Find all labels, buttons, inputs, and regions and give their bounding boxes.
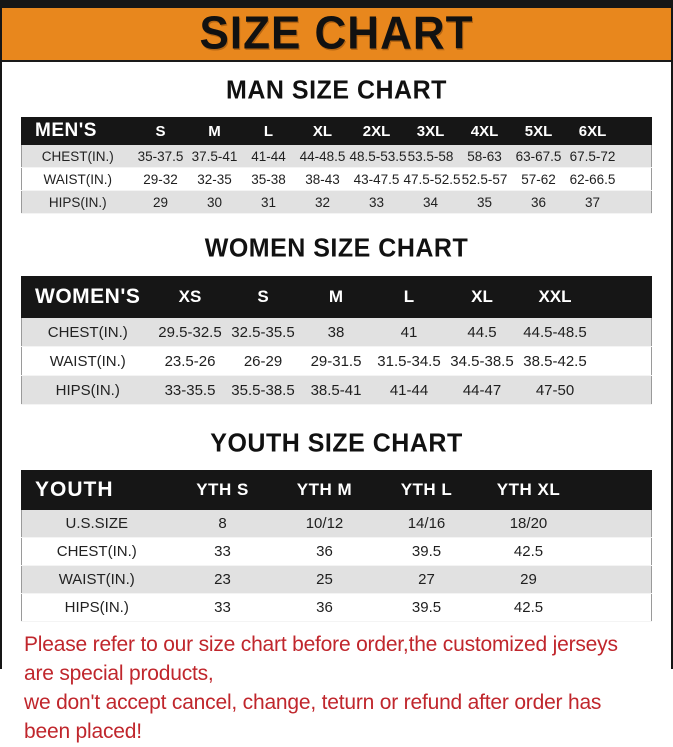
size-cell: 38 xyxy=(300,318,373,347)
header-filler xyxy=(620,118,652,145)
header-filler xyxy=(592,277,652,318)
size-cell: 29-31.5 xyxy=(300,347,373,376)
size-cell: 29 xyxy=(134,191,188,214)
men-size-table xyxy=(21,117,652,214)
column-header: YTH S xyxy=(172,471,274,510)
row-label: CHEST(IN.) xyxy=(22,318,154,347)
row-label: WAIST(IN.) xyxy=(22,566,172,594)
size-cell: 29.5-32.5 xyxy=(154,318,227,347)
size-cell: 25 xyxy=(274,566,376,594)
size-cell: 42.5 xyxy=(478,594,580,622)
order-note-line-1: Please refer to our size chart before order,the customized jerseys are special products, xyxy=(24,633,618,685)
size-cell: 48.5-53.5 xyxy=(350,145,404,168)
size-cell: 38.5-41 xyxy=(300,376,373,405)
men-section-title: MAN SIZE CHART xyxy=(226,75,447,105)
size-cell: 33-35.5 xyxy=(154,376,227,405)
size-cell: 14/16 xyxy=(376,510,478,538)
size-cell: 33 xyxy=(172,538,274,566)
column-header: L xyxy=(373,277,446,318)
table-row xyxy=(22,318,652,347)
column-header: 5XL xyxy=(512,118,566,145)
size-cell: 39.5 xyxy=(376,594,478,622)
row-filler xyxy=(620,191,652,214)
size-cell: 47-50 xyxy=(519,376,592,405)
size-cell: 38.5-42.5 xyxy=(519,347,592,376)
size-cell: 36 xyxy=(512,191,566,214)
table-row xyxy=(22,566,652,594)
size-cell: 42.5 xyxy=(478,538,580,566)
size-cell: 35-37.5 xyxy=(134,145,188,168)
size-cell: 38-43 xyxy=(296,168,350,191)
table-row xyxy=(22,191,652,214)
size-cell: 34.5-38.5 xyxy=(446,347,519,376)
size-cell: 34 xyxy=(404,191,458,214)
size-cell: 36 xyxy=(274,538,376,566)
size-cell: 62-66.5 xyxy=(566,168,620,191)
order-note xyxy=(21,631,652,747)
row-filler xyxy=(592,318,652,347)
size-cell: 29-32 xyxy=(134,168,188,191)
column-header: YTH L xyxy=(376,471,478,510)
row-label: CHEST(IN.) xyxy=(22,145,134,168)
row-filler xyxy=(620,145,652,168)
size-cell: 44-48.5 xyxy=(296,145,350,168)
size-cell: 29 xyxy=(478,566,580,594)
column-header: YTH M xyxy=(274,471,376,510)
page-title: SIZE CHART xyxy=(199,7,474,60)
header-row xyxy=(22,471,652,510)
size-cell: 52.5-57 xyxy=(458,168,512,191)
column-header: S xyxy=(227,277,300,318)
table-row xyxy=(22,376,652,405)
row-filler xyxy=(580,594,652,622)
row-filler xyxy=(620,168,652,191)
size-cell: 33 xyxy=(172,594,274,622)
size-cell: 30 xyxy=(188,191,242,214)
size-cell: 39.5 xyxy=(376,538,478,566)
row-filler xyxy=(580,566,652,594)
youth-section-title: YOUTH SIZE CHART xyxy=(210,428,463,458)
table-label-header: MEN'S xyxy=(22,118,134,145)
column-header: XXL xyxy=(519,277,592,318)
size-cell: 35 xyxy=(458,191,512,214)
size-cell: 47.5-52.5 xyxy=(404,168,458,191)
table-row xyxy=(22,168,652,191)
size-cell: 58-63 xyxy=(458,145,512,168)
size-cell: 35-38 xyxy=(242,168,296,191)
row-filler xyxy=(580,510,652,538)
size-cell: 67.5-72 xyxy=(566,145,620,168)
size-cell: 32.5-35.5 xyxy=(227,318,300,347)
column-header: S xyxy=(134,118,188,145)
table-row xyxy=(22,347,652,376)
size-cell: 43-47.5 xyxy=(350,168,404,191)
row-label: CHEST(IN.) xyxy=(22,538,172,566)
size-cell: 37 xyxy=(566,191,620,214)
size-cell: 44-47 xyxy=(446,376,519,405)
column-header: M xyxy=(188,118,242,145)
row-filler xyxy=(592,376,652,405)
size-cell: 27 xyxy=(376,566,478,594)
row-filler xyxy=(580,538,652,566)
size-cell: 36 xyxy=(274,594,376,622)
size-cell: 41-44 xyxy=(373,376,446,405)
header-row xyxy=(22,118,652,145)
order-note-line-2: we don't accept cancel, change, teturn or refund after order has been placed! xyxy=(24,690,602,743)
size-cell: 44.5 xyxy=(446,318,519,347)
content xyxy=(2,62,671,747)
row-label: HIPS(IN.) xyxy=(22,594,172,622)
header-filler xyxy=(580,471,652,510)
column-header: XL xyxy=(296,118,350,145)
table-label-header: WOMEN'S xyxy=(22,277,154,318)
size-cell: 37.5-41 xyxy=(188,145,242,168)
row-filler xyxy=(592,347,652,376)
size-cell: 35.5-38.5 xyxy=(227,376,300,405)
column-header: L xyxy=(242,118,296,145)
size-cell: 8 xyxy=(172,510,274,538)
header-row xyxy=(22,277,652,318)
size-cell: 23 xyxy=(172,566,274,594)
column-header: YTH XL xyxy=(478,471,580,510)
table-label-header: YOUTH xyxy=(22,471,172,510)
youth-size-table xyxy=(21,470,652,622)
column-header: M xyxy=(300,277,373,318)
column-header: 2XL xyxy=(350,118,404,145)
size-cell: 31.5-34.5 xyxy=(373,347,446,376)
size-cell: 57-62 xyxy=(512,168,566,191)
size-cell: 41 xyxy=(373,318,446,347)
size-cell: 26-29 xyxy=(227,347,300,376)
women-section-title: WOMEN SIZE CHART xyxy=(204,233,469,263)
table-row xyxy=(22,145,652,168)
size-cell: 23.5-26 xyxy=(154,347,227,376)
table-row xyxy=(22,510,652,538)
row-label: WAIST(IN.) xyxy=(22,347,154,376)
size-cell: 32-35 xyxy=(188,168,242,191)
table-row xyxy=(22,594,652,622)
size-cell: 31 xyxy=(242,191,296,214)
size-cell: 32 xyxy=(296,191,350,214)
table-row xyxy=(22,538,652,566)
size-cell: 63-67.5 xyxy=(512,145,566,168)
size-cell: 44.5-48.5 xyxy=(519,318,592,347)
column-header: 3XL xyxy=(404,118,458,145)
women-size-table xyxy=(21,276,652,405)
column-header: XL xyxy=(446,277,519,318)
row-label: HIPS(IN.) xyxy=(22,191,134,214)
row-label: WAIST(IN.) xyxy=(22,168,134,191)
size-cell: 53.5-58 xyxy=(404,145,458,168)
column-header: 6XL xyxy=(566,118,620,145)
size-chart-banner xyxy=(2,8,671,62)
row-label: U.S.SIZE xyxy=(22,510,172,538)
size-cell: 18/20 xyxy=(478,510,580,538)
size-cell: 41-44 xyxy=(242,145,296,168)
column-header: XS xyxy=(154,277,227,318)
row-label: HIPS(IN.) xyxy=(22,376,154,405)
size-cell: 33 xyxy=(350,191,404,214)
column-header: 4XL xyxy=(458,118,512,145)
size-cell: 10/12 xyxy=(274,510,376,538)
